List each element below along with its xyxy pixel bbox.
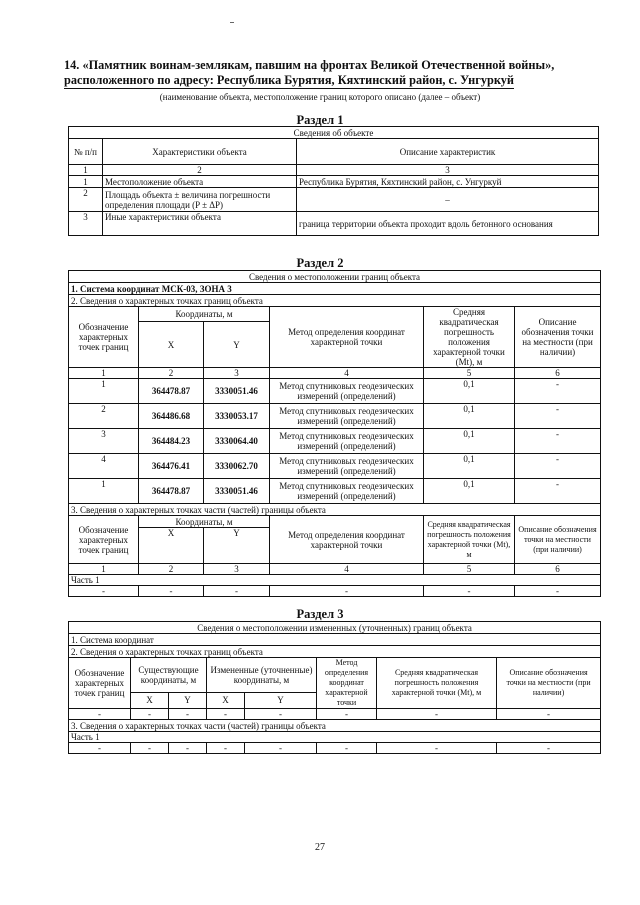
- cell: Республика Бурятия, Кяхтинский район, с. Унгуркуй: [297, 176, 599, 188]
- cell: Иные характеристики объекта: [103, 212, 297, 236]
- cell: 364476.41: [139, 454, 204, 479]
- table-title: Сведения о местоположении измененных (уточненных) границ объекта: [69, 622, 601, 634]
- cell: -: [424, 586, 515, 597]
- part-label: Часть 1: [69, 575, 601, 586]
- document-title: [64, 58, 594, 89]
- section-3-table: [68, 621, 601, 754]
- cell: 364478.87: [139, 479, 204, 504]
- cell: 0,1: [424, 454, 515, 479]
- cell: -: [131, 743, 169, 754]
- col-index: 6: [515, 368, 601, 379]
- cell: -: [69, 709, 131, 720]
- col-header: Существующие координаты, м: [131, 658, 207, 693]
- cell: -: [515, 429, 601, 454]
- col-header: Средняя квадратическая погрешность положения характерной точки (Mt), м: [424, 307, 515, 368]
- col-index: 3: [204, 564, 270, 575]
- col-header: Координаты, м: [139, 307, 270, 322]
- col-header: Обозначение характерных точек границ: [69, 658, 131, 709]
- cell: –: [297, 188, 599, 212]
- subsection-title: 2. Сведения о характерных точках границ объекта: [69, 295, 601, 307]
- cell: -: [204, 586, 270, 597]
- col-index: 1: [69, 165, 103, 176]
- subsection-title: 3. Сведения о характерных точках части (частей) границы объекта: [69, 720, 601, 732]
- section-2-heading: Раздел 2: [296, 256, 344, 270]
- col-index: 5: [424, 368, 515, 379]
- cell: -: [69, 743, 131, 754]
- col-header: X: [131, 692, 169, 708]
- col-index: 2: [103, 165, 297, 176]
- col-header: Характеристики объекта: [103, 139, 297, 165]
- cell: Метод спутниковых геодезических измерений (определений): [270, 379, 424, 404]
- col-index: 5: [424, 564, 515, 575]
- section-1-heading: Раздел 1: [296, 113, 344, 127]
- col-header: Обозначение характерных точек границ: [69, 307, 139, 368]
- scan-speck: [230, 22, 234, 23]
- cell: -: [131, 709, 169, 720]
- col-index: 1: [69, 368, 139, 379]
- cell: Площадь объекта ± величина погрешности определения площади (P ± ΔP): [103, 188, 297, 212]
- table-row: [69, 709, 601, 720]
- col-header: Средняя квадратическая погрешность положения характерной точки (Mt), м: [424, 516, 515, 564]
- section-1-table: [68, 126, 599, 236]
- coordinate-system: 1. Система координат МСК-03, ЗОНА 3: [69, 283, 601, 295]
- table-row: [69, 454, 601, 479]
- cell: граница территории объекта проходит вдоль бетонного основания: [297, 212, 599, 236]
- page-number: 27: [315, 842, 325, 853]
- cell: -: [377, 743, 497, 754]
- cell: 3: [69, 212, 103, 236]
- coordinate-system: 1. Система координат: [69, 634, 601, 646]
- cell: -: [317, 743, 377, 754]
- col-header: Описание обозначения точки на местности (при наличии): [515, 516, 601, 564]
- cell: -: [169, 743, 207, 754]
- col-header: Метод определения координат характерной точки: [270, 307, 424, 368]
- col-header: № п/п: [69, 139, 103, 165]
- cell: 364486.68: [139, 404, 204, 429]
- cell: -: [207, 743, 245, 754]
- cell: -: [245, 709, 317, 720]
- cell: Метод спутниковых геодезических измерений (определений): [270, 454, 424, 479]
- col-header: Обозначение характерных точек границ: [69, 516, 139, 564]
- title-line-1: 14. «Памятник воинам-землякам, павшим на фронтах Великой Отечественной войны»,: [64, 58, 555, 72]
- cell: 2: [69, 404, 139, 429]
- col-header: Метод определения координат характерной точки: [270, 516, 424, 564]
- col-header: X: [139, 322, 204, 368]
- cell: 2: [69, 188, 103, 212]
- col-header: Метод определения координат характерной точки: [317, 658, 377, 709]
- cell: -: [169, 709, 207, 720]
- title-line-2: расположенного по адресу: Республика Бурятия, Кяхтинский район, с. Унгуркуй: [64, 73, 514, 87]
- cell: 0,1: [424, 479, 515, 504]
- cell: -: [515, 404, 601, 429]
- cell: -: [377, 709, 497, 720]
- table-row: [69, 212, 599, 236]
- subsection-title: 2. Сведения о характерных точках границ объекта: [69, 646, 601, 658]
- cell: 1: [69, 176, 103, 188]
- cell: -: [515, 586, 601, 597]
- table-row: [69, 176, 599, 188]
- col-header: Средняя квадратическая погрешность положения характерной точки (Mt), м: [377, 658, 497, 709]
- cell: 3330064.40: [204, 429, 270, 454]
- cell: -: [497, 743, 601, 754]
- col-index: 4: [270, 368, 424, 379]
- section-3-heading: Раздел 3: [296, 607, 344, 621]
- cell: 364478.87: [139, 379, 204, 404]
- cell: Метод спутниковых геодезических измерений (определений): [270, 404, 424, 429]
- table-row: [69, 479, 601, 504]
- title-caption: (наименование объекта, местоположение границ которого описано (далее – объект): [159, 92, 481, 102]
- cell: 3330053.17: [204, 404, 270, 429]
- table-row: [69, 743, 601, 754]
- table-title: Сведения об объекте: [69, 127, 599, 139]
- part-label: Часть 1: [69, 732, 601, 743]
- cell: -: [515, 379, 601, 404]
- section-2-table: [68, 270, 601, 597]
- cell: -: [515, 479, 601, 504]
- col-header: Измененные (уточненные) координаты, м: [207, 658, 317, 693]
- table-title: Сведения о местоположении границ объекта: [69, 271, 601, 283]
- cell: -: [515, 454, 601, 479]
- table-row: [69, 586, 601, 597]
- cell: -: [497, 709, 601, 720]
- col-header: Y: [169, 692, 207, 708]
- cell: 0,1: [424, 379, 515, 404]
- col-index: 2: [139, 368, 204, 379]
- cell: -: [207, 709, 245, 720]
- subsection-title: 3. Сведения о характерных точках части (частей) границы объекта: [69, 504, 601, 516]
- cell: 3330062.70: [204, 454, 270, 479]
- col-header: Описание обозначения точки на местности (при наличии): [515, 307, 601, 368]
- col-header: X: [139, 528, 204, 564]
- col-header: Координаты, м: [139, 516, 270, 528]
- col-index: 3: [204, 368, 270, 379]
- col-index: 2: [139, 564, 204, 575]
- cell: Местоположение объекта: [103, 176, 297, 188]
- table-row: [69, 379, 601, 404]
- cell: 4: [69, 454, 139, 479]
- col-header: Описание характеристик: [297, 139, 599, 165]
- col-header: X: [207, 692, 245, 708]
- cell: 1: [69, 379, 139, 404]
- cell: 1: [69, 479, 139, 504]
- cell: 3330051.46: [204, 479, 270, 504]
- table-row: [69, 429, 601, 454]
- cell: Метод спутниковых геодезических измерений (определений): [270, 479, 424, 504]
- cell: -: [245, 743, 317, 754]
- cell: 0,1: [424, 429, 515, 454]
- cell: 0,1: [424, 404, 515, 429]
- cell: -: [69, 586, 139, 597]
- cell: 3330051.46: [204, 379, 270, 404]
- col-header: Y: [204, 322, 270, 368]
- col-index: 4: [270, 564, 424, 575]
- col-header: Описание обозначения точки на местности (при наличии): [497, 658, 601, 709]
- col-index: 6: [515, 564, 601, 575]
- col-header: Y: [245, 692, 317, 708]
- table-row: [69, 404, 601, 429]
- cell: Метод спутниковых геодезических измерений (определений): [270, 429, 424, 454]
- table-row: [69, 188, 599, 212]
- cell: -: [270, 586, 424, 597]
- cell: -: [139, 586, 204, 597]
- col-index: 3: [297, 165, 599, 176]
- col-index: 1: [69, 564, 139, 575]
- cell: 364484.23: [139, 429, 204, 454]
- cell: -: [317, 709, 377, 720]
- cell: 3: [69, 429, 139, 454]
- col-header: Y: [204, 528, 270, 564]
